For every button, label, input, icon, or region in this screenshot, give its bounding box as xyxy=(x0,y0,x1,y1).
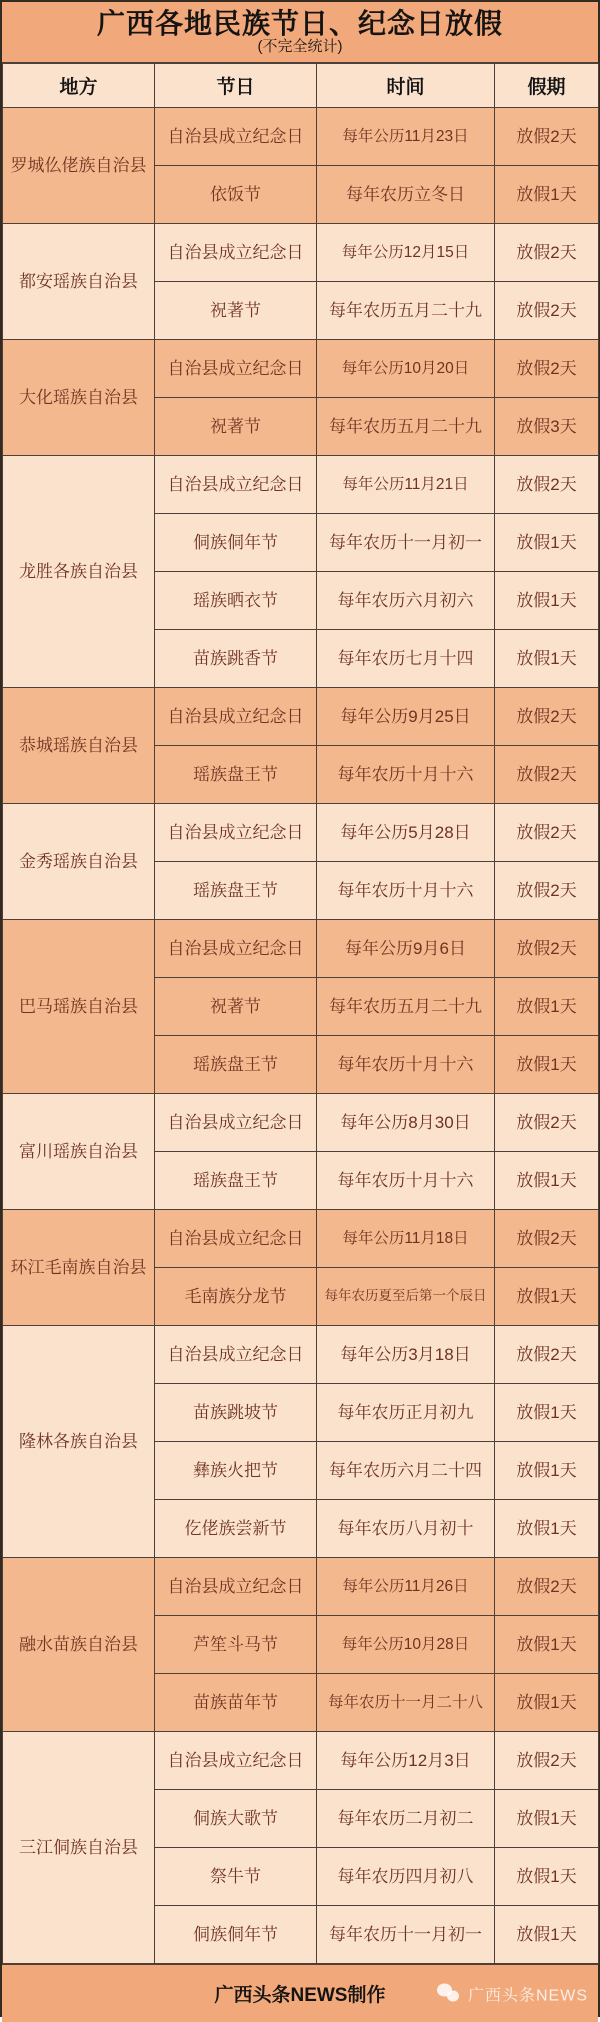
county-name-cell: 大化瑶族自治县 xyxy=(3,340,155,456)
table-wrap xyxy=(2,63,598,1964)
holiday-cell: 放假1天 xyxy=(495,630,599,688)
table-row xyxy=(3,804,599,862)
holiday-cell: 放假2天 xyxy=(495,1094,599,1152)
holiday-cell: 放假1天 xyxy=(495,1790,599,1848)
holiday-cell: 放假1天 xyxy=(495,1500,599,1558)
county-group xyxy=(3,1210,599,1326)
time-cell: 每年农历六月二十四 xyxy=(317,1442,495,1500)
holiday-cell: 放假1天 xyxy=(495,1616,599,1674)
time-cell: 每年公历10月20日 xyxy=(317,340,495,398)
holiday-cell: 放假2天 xyxy=(495,1210,599,1268)
page-subtitle: (不完全统计) xyxy=(257,37,343,55)
time-cell: 每年公历5月28日 xyxy=(317,804,495,862)
time-cell: 每年农历正月初九 xyxy=(317,1384,495,1442)
county-group xyxy=(3,108,599,224)
county-name-cell: 融水苗族自治县 xyxy=(3,1558,155,1732)
header-row xyxy=(3,64,599,108)
time-cell: 每年农历十月十六 xyxy=(317,1152,495,1210)
county-name-cell: 隆林各族自治县 xyxy=(3,1326,155,1558)
time-cell: 每年公历11月18日 xyxy=(317,1210,495,1268)
time-cell: 每年农历十一月初一 xyxy=(317,514,495,572)
time-cell: 每年农历十一月初一 xyxy=(317,1906,495,1964)
time-cell: 每年农历五月二十九 xyxy=(317,978,495,1036)
footer-bar xyxy=(2,1964,598,2022)
county-name-cell: 金秀瑶族自治县 xyxy=(3,804,155,920)
festival-cell: 瑶族盘王节 xyxy=(155,746,317,804)
page-title: 广西各地民族节日、纪念日放假 xyxy=(96,7,503,39)
festival-cell: 自治县成立纪念日 xyxy=(155,340,317,398)
county-name-cell: 龙胜各族自治县 xyxy=(3,456,155,688)
festival-cell: 祝著节 xyxy=(155,282,317,340)
holiday-cell: 放假1天 xyxy=(495,1674,599,1732)
county-name-cell: 恭城瑶族自治县 xyxy=(3,688,155,804)
holiday-cell: 放假2天 xyxy=(495,340,599,398)
time-cell: 每年公历11月21日 xyxy=(317,456,495,514)
time-cell: 每年农历七月十四 xyxy=(317,630,495,688)
festival-cell: 瑶族盘王节 xyxy=(155,1152,317,1210)
holiday-cell: 放假2天 xyxy=(495,108,599,166)
time-cell: 每年农历立冬日 xyxy=(317,166,495,224)
holiday-cell: 放假2天 xyxy=(495,1326,599,1384)
county-group xyxy=(3,1732,599,1964)
festival-cell: 祝著节 xyxy=(155,978,317,1036)
time-cell: 每年农历十月十六 xyxy=(317,746,495,804)
time-cell: 每年公历12月15日 xyxy=(317,224,495,282)
county-group xyxy=(3,340,599,456)
column-header-time: 时间 xyxy=(317,64,495,108)
county-name-cell: 富川瑶族自治县 xyxy=(3,1094,155,1210)
holiday-cell: 放假2天 xyxy=(495,282,599,340)
table-row xyxy=(3,1094,599,1152)
column-header-holiday: 假期 xyxy=(495,64,599,108)
county-name-cell: 都安瑶族自治县 xyxy=(3,224,155,340)
festival-cell: 苗族苗年节 xyxy=(155,1674,317,1732)
time-cell: 每年公历11月23日 xyxy=(317,108,495,166)
title-bar xyxy=(2,2,598,63)
festival-cell: 自治县成立纪念日 xyxy=(155,920,317,978)
festival-cell: 自治县成立纪念日 xyxy=(155,1326,317,1384)
time-cell: 每年农历五月二十九 xyxy=(317,398,495,456)
holiday-cell: 放假1天 xyxy=(495,514,599,572)
credit-text: 广西头条NEWS制作 xyxy=(214,1985,386,2006)
holiday-cell: 放假2天 xyxy=(495,746,599,804)
time-cell: 每年公历10月28日 xyxy=(317,1616,495,1674)
holiday-cell: 放假2天 xyxy=(495,688,599,746)
holiday-cell: 放假1天 xyxy=(495,1152,599,1210)
county-group xyxy=(3,1094,599,1210)
time-cell: 每年农历十月十六 xyxy=(317,862,495,920)
county-group xyxy=(3,920,599,1094)
holiday-cell: 放假2天 xyxy=(495,456,599,514)
festival-cell: 自治县成立纪念日 xyxy=(155,1210,317,1268)
time-cell: 每年公历3月18日 xyxy=(317,1326,495,1384)
county-group xyxy=(3,1558,599,1732)
holiday-table xyxy=(2,63,599,1964)
county-group xyxy=(3,688,599,804)
county-name-cell: 环江毛南族自治县 xyxy=(3,1210,155,1326)
column-header-place: 地方 xyxy=(3,64,155,108)
holiday-cell: 放假2天 xyxy=(495,1732,599,1790)
table-row xyxy=(3,1732,599,1790)
holiday-cell: 放假2天 xyxy=(495,862,599,920)
column-header-festival: 节日 xyxy=(155,64,317,108)
time-cell: 每年农历十一月二十八 xyxy=(317,1674,495,1732)
table-row xyxy=(3,108,599,166)
festival-cell: 苗族跳香节 xyxy=(155,630,317,688)
festival-cell: 自治县成立纪念日 xyxy=(155,804,317,862)
festival-cell: 自治县成立纪念日 xyxy=(155,1558,317,1616)
holiday-cell: 放假2天 xyxy=(495,224,599,282)
festival-cell: 自治县成立纪念日 xyxy=(155,108,317,166)
table-row xyxy=(3,1558,599,1616)
watermark-text: 广西头条NEWS xyxy=(467,1987,588,2004)
holiday-cell: 放假1天 xyxy=(495,1036,599,1094)
chat-bubbles-icon xyxy=(437,1984,463,2004)
table-row xyxy=(3,920,599,978)
festival-cell: 瑶族晒衣节 xyxy=(155,572,317,630)
time-cell: 每年公历11月26日 xyxy=(317,1558,495,1616)
holiday-cell: 放假2天 xyxy=(495,804,599,862)
festival-cell: 侗族侗年节 xyxy=(155,1906,317,1964)
holiday-cell: 放假1天 xyxy=(495,166,599,224)
table-row xyxy=(3,340,599,398)
festival-cell: 自治县成立纪念日 xyxy=(155,1094,317,1152)
festival-cell: 自治县成立纪念日 xyxy=(155,1732,317,1790)
county-group xyxy=(3,224,599,340)
table-row xyxy=(3,456,599,514)
time-cell: 每年公历9月6日 xyxy=(317,920,495,978)
holiday-cell: 放假1天 xyxy=(495,1268,599,1326)
festival-cell: 依饭节 xyxy=(155,166,317,224)
holiday-cell: 放假2天 xyxy=(495,920,599,978)
table-header xyxy=(3,64,599,108)
table-row xyxy=(3,224,599,282)
holiday-cell: 放假1天 xyxy=(495,572,599,630)
festival-cell: 芦笙斗马节 xyxy=(155,1616,317,1674)
time-cell: 每年农历十月十六 xyxy=(317,1036,495,1094)
county-group xyxy=(3,804,599,920)
county-group xyxy=(3,1326,599,1558)
holiday-cell: 放假1天 xyxy=(495,1906,599,1964)
table-row xyxy=(3,1210,599,1268)
time-cell: 每年农历夏至后第一个辰日 xyxy=(317,1268,495,1326)
time-cell: 每年农历四月初八 xyxy=(317,1848,495,1906)
holiday-cell: 放假3天 xyxy=(495,398,599,456)
time-cell: 每年农历二月初二 xyxy=(317,1790,495,1848)
festival-cell: 瑶族盘王节 xyxy=(155,862,317,920)
festival-cell: 自治县成立纪念日 xyxy=(155,688,317,746)
holiday-cell: 放假1天 xyxy=(495,1442,599,1500)
festival-cell: 毛南族分龙节 xyxy=(155,1268,317,1326)
festival-cell: 祝著节 xyxy=(155,398,317,456)
watermark xyxy=(437,1982,588,2005)
time-cell: 每年农历八月初十 xyxy=(317,1500,495,1558)
table-row xyxy=(3,1326,599,1384)
festival-cell: 仡佬族尝新节 xyxy=(155,1500,317,1558)
county-group xyxy=(3,456,599,688)
holiday-cell: 放假1天 xyxy=(495,978,599,1036)
festival-cell: 自治县成立纪念日 xyxy=(155,456,317,514)
festival-cell: 侗族侗年节 xyxy=(155,514,317,572)
county-name-cell: 罗城仫佬族自治县 xyxy=(3,108,155,224)
county-name-cell: 巴马瑶族自治县 xyxy=(3,920,155,1094)
time-cell: 每年公历9月25日 xyxy=(317,688,495,746)
holiday-cell: 放假1天 xyxy=(495,1848,599,1906)
time-cell: 每年农历五月二十九 xyxy=(317,282,495,340)
festival-cell: 祭牛节 xyxy=(155,1848,317,1906)
festival-cell: 侗族大歌节 xyxy=(155,1790,317,1848)
festival-cell: 自治县成立纪念日 xyxy=(155,224,317,282)
time-cell: 每年公历8月30日 xyxy=(317,1094,495,1152)
time-cell: 每年公历12月3日 xyxy=(317,1732,495,1790)
table-row xyxy=(3,688,599,746)
festival-cell: 苗族跳坡节 xyxy=(155,1384,317,1442)
county-name-cell: 三江侗族自治县 xyxy=(3,1732,155,1964)
holiday-cell: 放假2天 xyxy=(495,1558,599,1616)
holiday-cell: 放假1天 xyxy=(495,1384,599,1442)
time-cell: 每年农历六月初六 xyxy=(317,572,495,630)
festival-cell: 彝族火把节 xyxy=(155,1442,317,1500)
festival-cell: 瑶族盘王节 xyxy=(155,1036,317,1094)
